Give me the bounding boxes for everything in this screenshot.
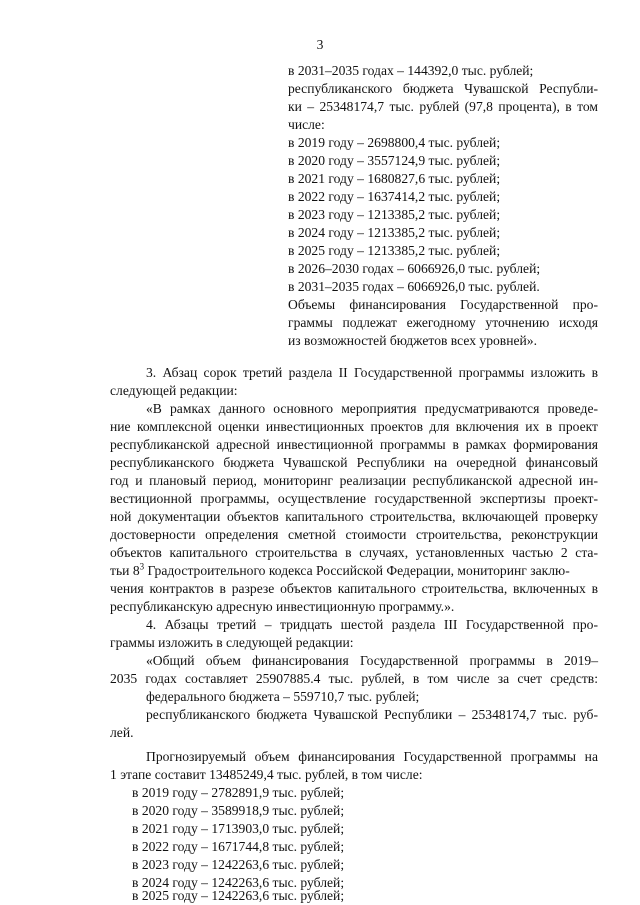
block1-line: из возможностей бюджетов всех уровней». xyxy=(288,333,537,348)
item3-line: республиканского бюджета Чувашской Республики на очередной финансовый xyxy=(110,455,598,470)
block1-line: числе: xyxy=(288,117,325,132)
item3-line: вестиционной программы, осуществление государственной экспертизы проект- xyxy=(110,491,598,506)
item3-line: чения контрактов в разрезе объектов капитального строительства, включенных в xyxy=(110,581,598,596)
item4-line: в 2024 году – 1242263,6 тыс. рублей; xyxy=(132,875,345,890)
item3-line: достоверности определения сметной стоимости строительства, реконструкции xyxy=(110,527,598,542)
block1-line: граммы подлежат ежегодному уточнению исходя xyxy=(288,315,598,330)
block1-line: в 2031–2035 годах – 144392,0 тыс. рублей; xyxy=(288,63,534,78)
item4-line: Прогнозируемый объем финансирования Государственной программы на xyxy=(146,749,598,764)
block1-line: в 2024 году – 1213385,2 тыс. рублей; xyxy=(288,225,501,240)
item4-line: в 2020 году – 3589918,9 тыс. рублей; xyxy=(132,803,345,818)
item4-line: в 2023 году – 1242263,6 тыс. рублей; xyxy=(132,857,345,872)
item3-line: республиканскую адресную инвестиционную программу.». xyxy=(110,599,455,614)
item4-line: в 2021 году – 1713903,0 тыс. рублей; xyxy=(132,821,345,836)
item3-text: Градостроительного кодекса Российской Федерации, мониторинг заклю- xyxy=(144,563,570,578)
item4-line: 4. Абзацы третий – тридцать шестой раздела III Государственной про- xyxy=(146,617,598,632)
block1-line: в 2019 году – 2698800,4 тыс. рублей; xyxy=(288,135,501,150)
item4-line: граммы изложить в следующей редакции: xyxy=(110,635,354,650)
item3-line: объектов капитального строительства в случаях, установленных частью 2 ста- xyxy=(110,545,598,560)
item4-line: в 2025 году – 1242263,6 тыс. рублей; xyxy=(132,888,345,903)
item3-line: «В рамках данного основного мероприятия предусматриваются проведе- xyxy=(146,401,598,416)
block1-line: ки – 25348174,7 тыс. рублей (97,8 процента), в том xyxy=(288,99,598,114)
item4-line: в 2022 году – 1671744,8 тыс. рублей; xyxy=(132,839,345,854)
item4-line: республиканского бюджета Чувашской Республики – 25348174,7 тыс. руб- xyxy=(146,707,598,722)
item3-line: ние комплексной оценки инвестиционных проектов для включения их в проект xyxy=(110,419,598,434)
block1-line: в 2020 году – 3557124,9 тыс. рублей; xyxy=(288,153,501,168)
item4-line: лей. xyxy=(110,725,134,740)
block1-line: Объемы финансирования Государственной про- xyxy=(288,297,598,312)
item3-line: 3. Абзац сорок третий раздела II Государственной программы изложить в xyxy=(146,365,598,380)
item3-line: год и плановый период, мониторинг реализации республиканской адресной ин- xyxy=(110,473,598,488)
block1-line: в 2022 году – 1637414,2 тыс. рублей; xyxy=(288,189,501,204)
item4-line: «Общий объем финансирования Государственной программы в 2019– xyxy=(146,653,598,668)
block1-line: в 2021 году – 1680827,6 тыс. рублей; xyxy=(288,171,501,186)
item3-line-with-superscript xyxy=(110,562,598,580)
item3-line: следующей редакции: xyxy=(110,383,238,398)
block1-line: в 2025 году – 1213385,2 тыс. рублей; xyxy=(288,243,501,258)
item4-line: федерального бюджета – 559710,7 тыс. рублей; xyxy=(146,689,420,704)
item4-line: в 2019 году – 2782891,9 тыс. рублей; xyxy=(132,785,345,800)
item4-line: 1 этапе составит 13485249,4 тыс. рублей, в том числе: xyxy=(110,767,423,782)
block1-line: в 2023 году – 1213385,2 тыс. рублей; xyxy=(288,207,501,222)
item4-line: 2035 годах составляет 25907885.4 тыс. рублей, в том числе за счет средств: xyxy=(110,671,598,686)
item3-line: республиканской адресной инвестиционной программы в рамках формирования xyxy=(110,437,598,452)
block1-line: в 2031–2035 годах – 6066926,0 тыс. рублей. xyxy=(288,279,540,294)
block1-line: республиканского бюджета Чувашской Республи- xyxy=(288,81,598,96)
item3-superscript: 3 xyxy=(139,561,145,572)
item3-text: тьи 8 xyxy=(110,563,140,578)
page-number: 3 xyxy=(316,37,324,52)
block1-line: в 2026–2030 годах – 6066926,0 тыс. рублей; xyxy=(288,261,541,276)
item3-line: ной документации объектов капитального строительства, включающей проверку xyxy=(110,509,598,524)
